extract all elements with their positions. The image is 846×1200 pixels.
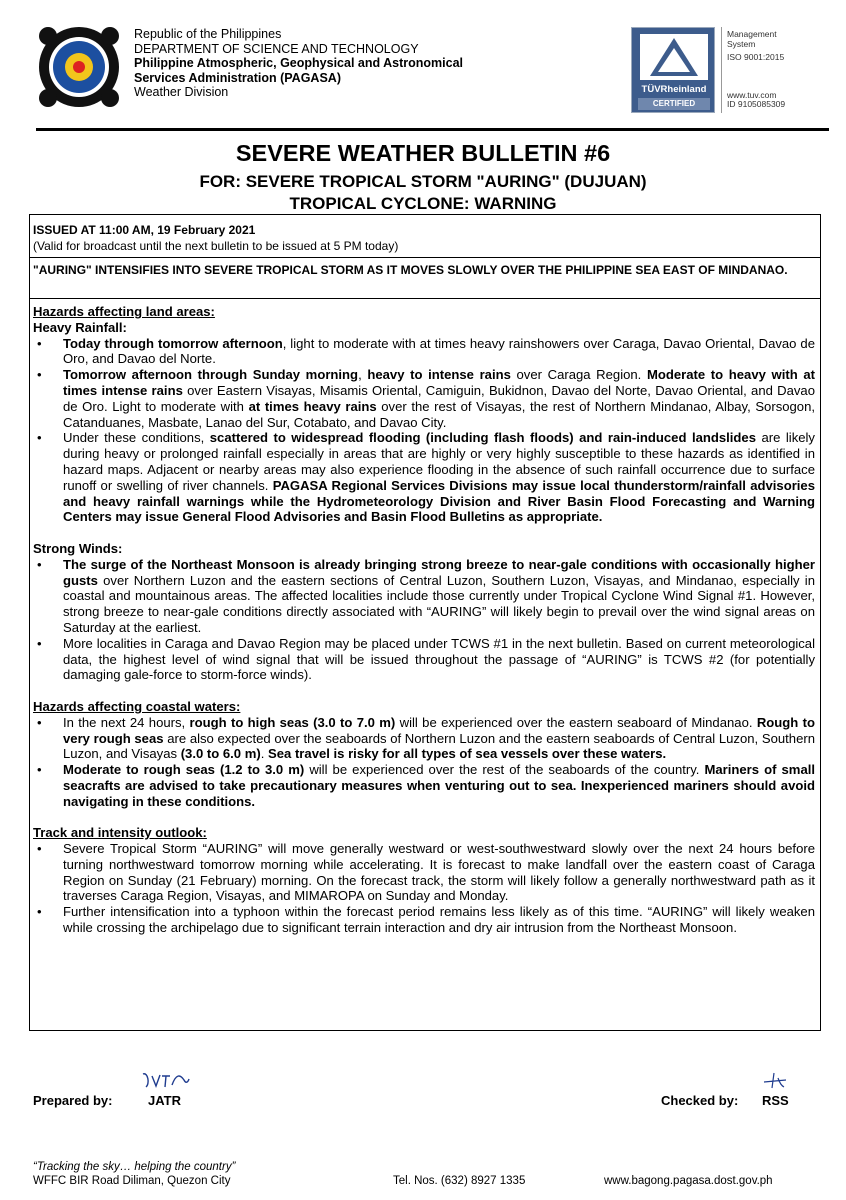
list-item xyxy=(63,715,815,762)
body-text: More localities in Caraga and Davao Region may be placed under TCWS #1 in the next bulletin. Based on current meteorological data, the highest level of wind signal that will be issued throughout the passage of “AURING” is TCWS #2 (for potentially damaging gale-force to storm-force winds). xyxy=(63,635,815,683)
bulletin-title: SEVERE WEATHER BULLETIN #6 xyxy=(235,140,611,166)
list-item xyxy=(63,636,815,683)
body-text: , light to moderate with at times heavy rainshowers over Caraga, Davao Oriental, Davao de Oro, and Davao del Norte. xyxy=(63,335,815,367)
tuv-triangle-icon xyxy=(640,34,708,80)
headline: "AURING" INTENSIFIES INTO SEVERE TROPICAL STORM AS IT MOVES SLOWLY OVER THE PHILIPPINE SEA EAST OF MINDANAO. xyxy=(33,263,788,277)
footer-telephone: Tel. Nos. (632) 8927 1335 xyxy=(393,1175,526,1187)
tuv-brand: TÜVRheinland xyxy=(641,84,707,95)
bold-text: scattered to widespread flooding (including flash floods) and rain-induced landslides xyxy=(209,430,756,446)
body-text: . xyxy=(260,746,269,762)
bold-text: at times heavy rains xyxy=(248,398,377,414)
footer-motto: “Tracking the sky… helping the country” xyxy=(33,1161,236,1173)
header-divider xyxy=(36,128,829,131)
pagasa-logo xyxy=(36,24,122,110)
footer-website-link[interactable]: www.bagong.pagasa.dost.gov.ph xyxy=(604,1175,773,1187)
issued-block xyxy=(33,223,813,255)
tuv-certified: CERTIFIED xyxy=(638,98,710,110)
body-text: will be experienced over the rest of the seaboards of the country. xyxy=(304,762,705,778)
bold-text: Today through tomorrow afternoon xyxy=(63,335,283,351)
subsection-heading: Heavy Rainfall: xyxy=(33,319,127,335)
body-text: over Eastern Visayas, Misamis Oriental, Camiguin, Bukidnon, Davao del Norte, Davao Oriental, and Davao de Oro. Light to moderate with xyxy=(63,382,815,414)
certification-badge xyxy=(631,27,831,113)
agency-line: Republic of the Philippines xyxy=(134,27,282,41)
body-text: over the rest of Visayas, the rest of Northern Mindanao, Albay, Sorsogon, Catanduanes, Masbate, Lanao del Sur, Cotabato, and Davao City. xyxy=(63,398,816,430)
bold-text: PAGASA Regional Services Divisions may issue local thunderstorm/rainfall advisories and heavy rainfall warnings while the Hydrometeorology Division and River Basin Flood Forecasting and Warning Centers may issue General Flood Advisories and Basin Flood Bulletins as appropriate. xyxy=(63,477,815,525)
bold-text: Rough to very rough seas xyxy=(63,714,815,746)
bold-text: heavy to intense rains xyxy=(367,367,511,383)
list-item xyxy=(63,430,815,525)
agency-line: Philippine Atmospheric, Geophysical and Astronomical xyxy=(134,56,463,71)
section-heading: Hazards affecting coastal waters: xyxy=(33,698,241,714)
divider xyxy=(30,298,820,299)
agency-line: DEPARTMENT OF SCIENCE AND TECHNOLOGY xyxy=(134,41,419,56)
body-text: Severe Tropical Storm “AURING” will move generally westward or west-southwestward slowly over the next 24 hours before turning northwestward tomorrow morning while accelerating. It is forecast to make landfall over the eastern coast of Caraga Region on Sunday (21 February) morning. On the forecast track, the storm will likely follow a generally northwestward path as it traverses Caraga Region, Visayas, and MIMAROPA on Sunday and Monday. xyxy=(63,841,815,904)
section-heading: Hazards affecting land areas: xyxy=(33,304,215,319)
agency-block xyxy=(134,27,463,100)
bold-text: Moderate to heavy with at times intense rains xyxy=(63,367,815,398)
body-text: are also expected over the seaboards of Northern Luzon and the eastern seaboards of Central Luzon, Southern Luzon, and Visayas xyxy=(63,730,816,762)
issued-time: ISSUED AT 11:00 AM, 19 February 2021 xyxy=(33,223,256,237)
list-item xyxy=(63,367,815,430)
divider xyxy=(721,27,722,113)
subsection-heading: Strong Winds: xyxy=(33,540,123,556)
body-text: are likely during heavy or prolonged rainfall especially in areas that are highly or very highly susceptible to these hazards as identified in hazard maps. Adjacent or nearby areas may also experience flooding in the absence of such rainfall occurrence due to surface runoff or swelling of river channels. xyxy=(63,430,815,493)
list-item xyxy=(63,336,815,368)
section-heading: Track and intensity outlook: xyxy=(33,825,207,841)
cert-line: System xyxy=(727,39,756,49)
body-text: will be experienced over the eastern seaboard of Mindanao. xyxy=(395,714,757,730)
bold-text: (3.0 to 6.0 m) xyxy=(180,746,261,762)
cert-line: www.tuv.com xyxy=(727,90,777,100)
bold-text: rough to high seas (3.0 to 7.0 m) xyxy=(189,714,396,730)
bold-text: Sea travel is risky for all types of sea vessels over these waters. xyxy=(268,746,667,762)
body-text: over Caraga Region. xyxy=(510,367,647,383)
list-item xyxy=(63,557,815,636)
prepared-by-name: JATR xyxy=(148,1093,181,1108)
prepared-by-label: Prepared by: xyxy=(33,1093,113,1108)
validity-note: (Valid for broadcast until the next bulletin to be issued at 5 PM today) xyxy=(33,238,399,253)
checked-by-name: RSS xyxy=(762,1093,789,1108)
divider xyxy=(30,257,820,258)
bulletin-subtitle: FOR: SEVERE TROPICAL STORM "AURING" (DUJUAN) xyxy=(199,172,647,191)
agency-line: Weather Division xyxy=(134,85,229,100)
body-text: In the next 24 hours, xyxy=(63,714,190,730)
tuv-logo xyxy=(631,27,715,113)
bold-text: The surge of the Northeast Monsoon is already bringing strong breeze to near-gale conditions with occasionally higher gusts xyxy=(63,556,815,588)
bold-text: Mariners of small seacrafts are advised to take precautionary measures when venturing out to sea. Inexperienced mariners should avoid navigating in these conditions. xyxy=(63,762,816,809)
body-text: Further intensification into a typhoon within the forecast period remains less likely as of this time. “AURING” will likely weaken while crossing the archipelago due to significant terrain interaction and dry air intrusion from the Northeast Monsoon. xyxy=(63,904,815,936)
cert-line: ID 9105085309 xyxy=(727,99,786,109)
checked-by-label: Checked by: xyxy=(661,1093,739,1108)
body-text: Under these conditions, xyxy=(63,430,210,446)
list-item xyxy=(63,904,815,936)
signature-jatr xyxy=(140,1070,190,1090)
agency-line: Services Administration (PAGASA) xyxy=(134,70,341,85)
bulletin-subtitle: TROPICAL CYCLONE: WARNING xyxy=(289,194,557,213)
cert-line: Management xyxy=(727,29,777,39)
footer-address: WFFC BIR Road Diliman, Quezon City xyxy=(33,1175,231,1187)
bulletin-body xyxy=(33,304,815,936)
list-item xyxy=(63,762,815,809)
signature-rss xyxy=(760,1070,790,1090)
bold-text: Moderate to rough seas (1.2 to 3.0 m) xyxy=(63,762,305,778)
body-text: over Northern Luzon and the eastern sections of Central Luzon, Southern Luzon, Visayas, and Mindanao, especially in coastal and mountainous areas. The affected localities include those currently under Tropical Cyclone Wind Signal #1. However, strong breeze to near-gale conditions directly associated with “AURING” will likely begin to prevail over the wind signal areas on Saturday at the earliest. xyxy=(63,572,815,635)
body-text: , xyxy=(358,367,368,383)
cert-line: ISO 9001:2015 xyxy=(727,52,785,62)
list-item xyxy=(63,841,815,904)
bold-text: Tomorrow afternoon through Sunday morning xyxy=(63,367,359,383)
